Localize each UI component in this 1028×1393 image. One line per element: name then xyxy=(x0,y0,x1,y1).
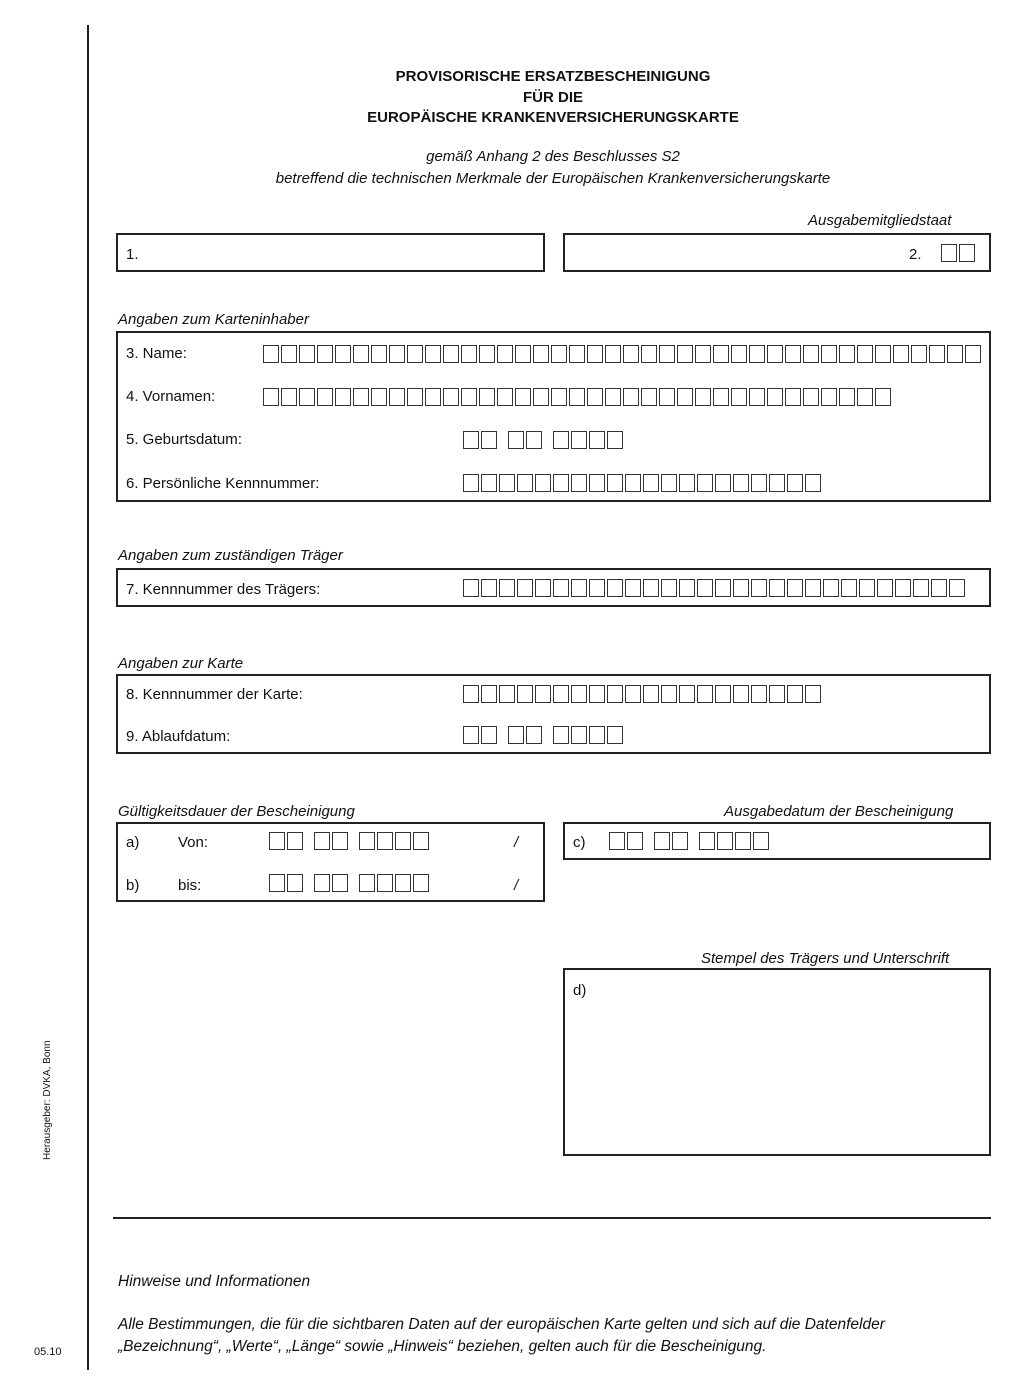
cardholder-box xyxy=(116,331,991,502)
publisher-note: Herausgeber: DVKA, Bonn xyxy=(42,1040,53,1160)
issue-date-cells[interactable] xyxy=(609,832,771,850)
left-margin-rule xyxy=(87,25,89,1370)
issue-date-box xyxy=(563,822,991,860)
field-2-box[interactable] xyxy=(563,233,991,272)
subtitle-line-1: gemäß Anhang 2 des Beschlusses S2 xyxy=(426,148,680,165)
stamp-box[interactable] xyxy=(563,968,991,1156)
to-date-cells[interactable] xyxy=(269,874,431,892)
from-slash: / xyxy=(514,834,519,851)
form-version: 05.10 xyxy=(34,1346,62,1358)
institution-id-label: 7. Kennnummer des Trägers: xyxy=(126,581,321,598)
vornamen-cells[interactable] xyxy=(263,388,893,406)
from-prefix: a) xyxy=(126,834,140,851)
field-1-label: 1. xyxy=(126,246,139,263)
institution-id-cells[interactable] xyxy=(463,579,967,597)
validity-heading: Gültigkeitsdauer der Bescheinigung xyxy=(118,803,355,820)
geburtsdatum-cells[interactable] xyxy=(463,431,625,449)
subtitle-line-2: betreffend die technischen Merkmale der Europäischen Krankenversicherungskarte xyxy=(275,170,831,187)
institution-heading: Angaben zum zuständigen Träger xyxy=(118,547,343,564)
from-label: Von: xyxy=(178,834,209,851)
expiry-label: 9. Ablaufdatum: xyxy=(126,728,231,745)
name-label: 3. Name: xyxy=(126,345,187,362)
personal-id-cells[interactable] xyxy=(463,474,823,492)
field-2-label: 2. xyxy=(909,246,922,263)
card-heading: Angaben zur Karte xyxy=(118,655,244,672)
notes-text: Alle Bestimmungen, die für die sichtbaren Daten auf der europäischen Karte gelten und sich auf die Datenfelder „Bezeichnung“, „Werte“, „Länge“ sowie „Hinweis“ beziehen, gelten auch für die Bescheinigung. xyxy=(118,1316,885,1355)
stamp-prefix: d) xyxy=(573,982,587,999)
expiry-cells[interactable] xyxy=(463,726,625,744)
title-line-2: FÜR DIE xyxy=(523,89,583,106)
title-line-3: EUROPÄISCHE KRANKENVERSICHERUNGSKARTE xyxy=(367,109,739,126)
from-date-cells[interactable] xyxy=(269,832,431,850)
field-1-box[interactable] xyxy=(116,233,545,272)
stamp-heading: Stempel des Trägers und Unterschrift xyxy=(701,950,950,967)
name-cells[interactable] xyxy=(263,345,983,363)
to-slash: / xyxy=(514,877,519,894)
institution-box xyxy=(116,568,991,607)
vornamen-label: 4. Vornamen: xyxy=(126,388,216,405)
to-prefix: b) xyxy=(126,877,140,894)
card-box xyxy=(116,674,991,754)
card-id-cells[interactable] xyxy=(463,685,823,703)
member-state-cells[interactable] xyxy=(941,244,977,262)
personal-id-label: 6. Persönliche Kennnummer: xyxy=(126,475,320,492)
geburtsdatum-label: 5. Geburtsdatum: xyxy=(126,431,242,448)
validity-box xyxy=(116,822,545,902)
footer-divider xyxy=(113,1217,991,1219)
notes-heading: Hinweise und Informationen xyxy=(118,1273,311,1290)
to-label: bis: xyxy=(178,877,202,894)
card-id-label: 8. Kennnummer der Karte: xyxy=(126,686,303,703)
member-state-heading: Ausgabemitgliedstaat xyxy=(808,212,952,229)
issue-date-heading: Ausgabedatum der Bescheinigung xyxy=(724,803,954,820)
title-line-1: PROVISORISCHE ERSATZBESCHEINIGUNG xyxy=(395,68,711,85)
issue-date-prefix: c) xyxy=(573,834,586,851)
cardholder-heading: Angaben zum Karteninhaber xyxy=(118,311,309,328)
